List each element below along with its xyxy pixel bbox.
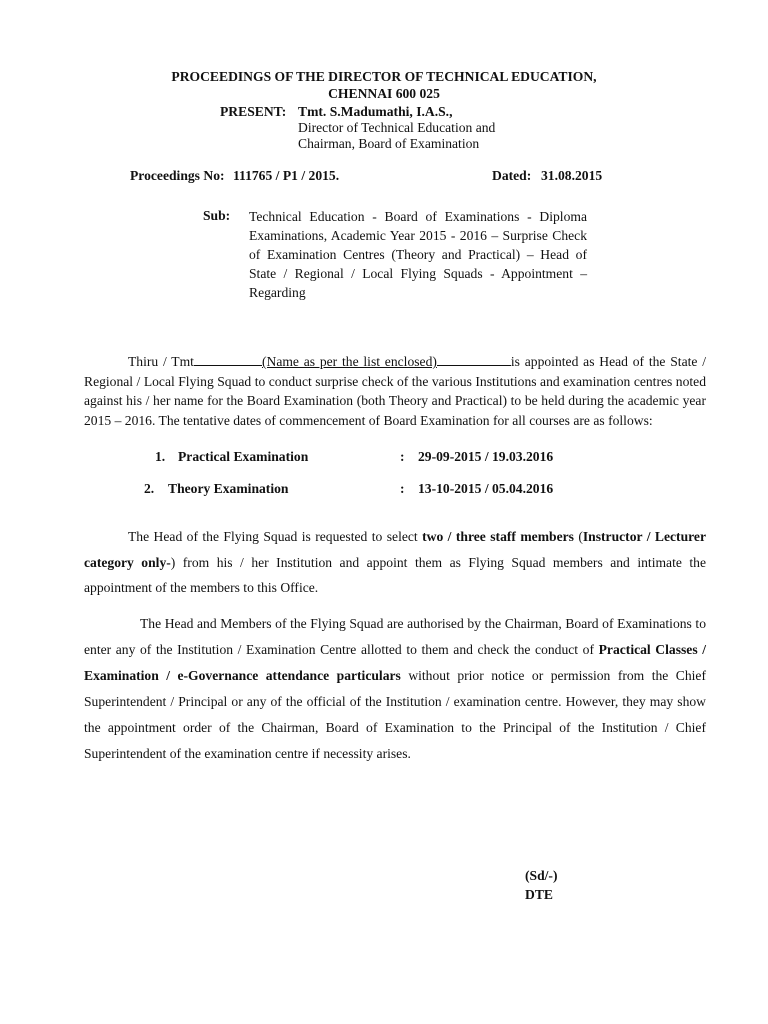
dated-value: 31.08.2015: [541, 168, 603, 183]
name-placeholder: (Name as per the list enclosed): [261, 354, 437, 369]
para2-text-1: The Head of the Flying Squad is requested to select: [128, 529, 423, 544]
para2-bold-1: two / three staff members: [422, 529, 574, 544]
exam-item-label: Practical Examination: [178, 449, 309, 464]
para1-rest: is appointed as Head of the State / Regional / Local Flying Squad to conduct surprise check of the various Institutions and examination centres noted against his / her name for the Board Examination (both Theory and Practical) to be held during the academic year 2015 – 2016. The tentative dates of commencement of Board Examination for all courses are as follows:: [84, 354, 706, 428]
appointment-paragraph: [84, 352, 706, 430]
exam-item-dates: 13-10-2015 / 05.04.2016: [418, 481, 554, 496]
authorisation-paragraph: [84, 611, 706, 767]
subject-label: Sub:: [203, 208, 231, 223]
para2-text-3: ) from his / her Institution and appoint them as Flying Squad members and intimate the appointment of the members to this Office.: [84, 554, 706, 595]
exam-item-dates: 29-09-2015 / 19.03.2016: [418, 449, 554, 464]
staff-selection-paragraph: [84, 524, 706, 601]
name-blank-left: [194, 353, 262, 366]
document-city: CHENNAI 600 025: [328, 86, 440, 101]
exam-item-colon: :: [400, 449, 405, 464]
para1-start: Thiru / Tmt: [128, 354, 194, 369]
subject-text: Technical Education - Board of Examinations - Diploma Examinations, Academic Year 2015 - 2016 – Surprise Check of Examination Centres (Theory and Practical) – Head of State / Regional / Local Flying Squads - Appointment – Regarding: [249, 209, 587, 300]
exam-item-number: 1.: [155, 449, 166, 464]
present-role-line-2: Chairman, Board of Examination: [298, 136, 480, 151]
present-name: Tmt. S.Madumathi, I.A.S.,: [298, 104, 453, 119]
document-title: PROCEEDINGS OF THE DIRECTOR OF TECHNICAL EDUCATION,: [171, 69, 597, 84]
name-blank-right: [437, 353, 511, 366]
present-role-line-1: Director of Technical Education and: [298, 120, 496, 135]
present-label: PRESENT:: [220, 104, 287, 119]
para3-bold-1: Practical Classes / Examination / e-Governance attendance particulars: [84, 642, 706, 683]
exam-item-colon: :: [400, 481, 405, 496]
para2-bold-2: Instructor / Lecturer category only-: [84, 529, 706, 570]
exam-item-label: Theory Examination: [168, 481, 289, 496]
exam-item-number: 2.: [144, 481, 155, 496]
signature-dte: DTE: [525, 887, 553, 902]
para2-text-2: (: [573, 529, 583, 544]
dated-label: Dated:: [492, 168, 532, 183]
signature-sd: (Sd/-): [525, 868, 558, 883]
proceedings-number-value: 111765 / P1 / 2015.: [233, 168, 340, 183]
para3-text-2: without prior notice or permission from the Chief Superintendent / Principal or any of the official of the Institution / examination centre. However, they may show the appointment order of the Chairman, Board of Examination to the Principal of the Institution / Chief Superintendent of the examination centre if necessity arises.: [84, 668, 706, 761]
proceedings-number-label: Proceedings No:: [130, 168, 225, 183]
para3-text-1: The Head and Members of the Flying Squad are authorised by the Chairman, Board of Examinations to enter any of the Institution / Examination Centre allotted to them and check the conduct of: [84, 616, 706, 657]
